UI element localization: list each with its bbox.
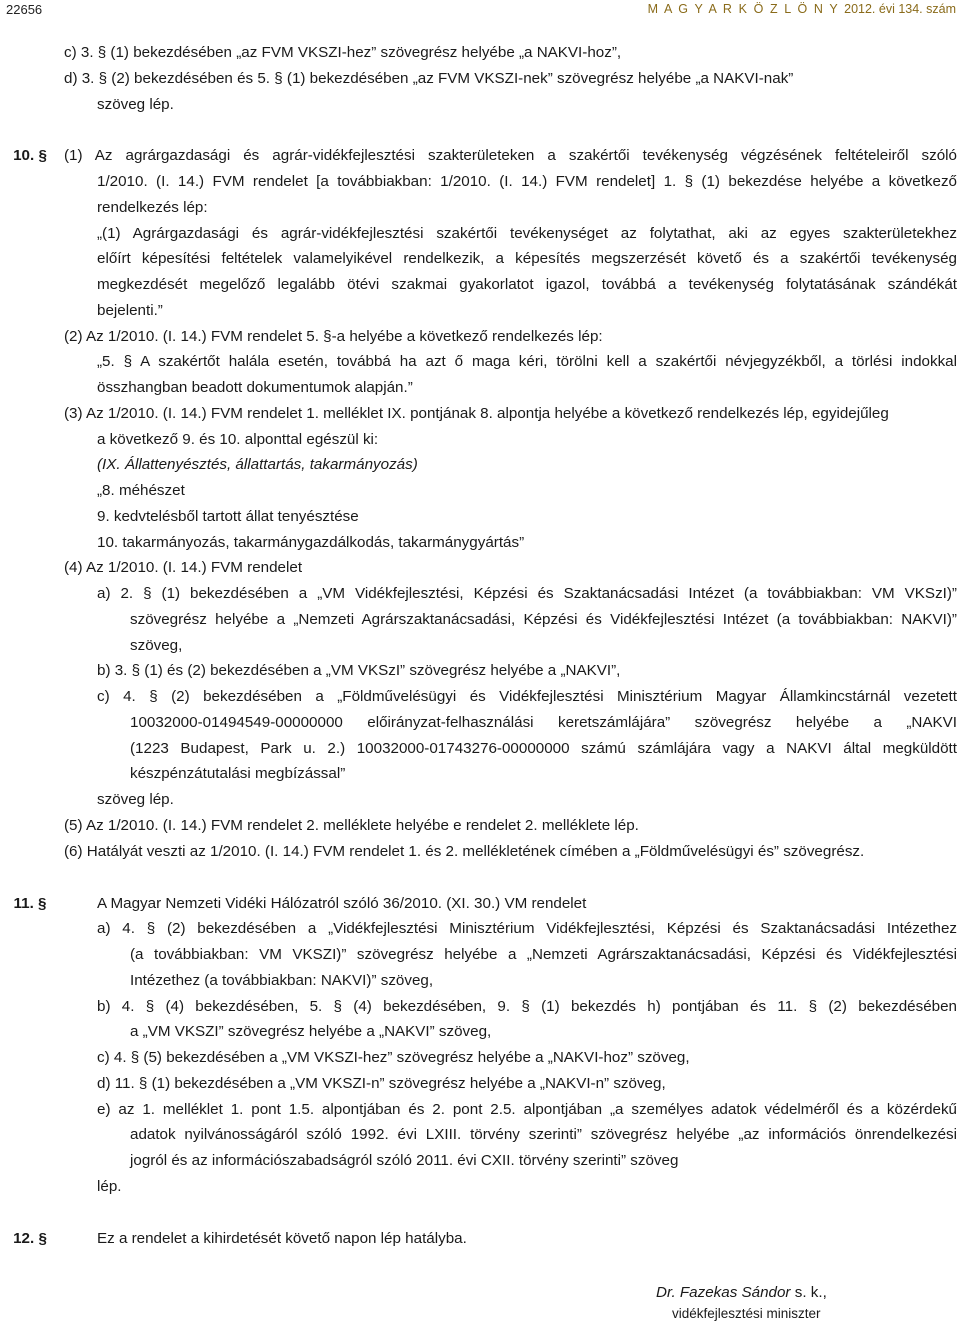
text-line: bejelenti.”	[97, 302, 163, 319]
signatory-title: vidékfejlesztési miniszter	[672, 1306, 821, 1321]
text-line: előírt képesítési feltételek valamelyikével rendelkezik, a képesítés megszerzését követő és a szakértői tevékenység	[97, 250, 957, 267]
text-line: (5) Az 1/2010. (I. 14.) FVM rendelet 2. melléklete helyébe e rendelet 2. melléklete lép.	[64, 817, 639, 834]
page-number: 22656	[6, 2, 43, 17]
text-line: 10032000-01494549-00000000 előirányzat-felhasználási keretszámlájára” szövegrész helyébe a „NAKVI	[130, 714, 957, 731]
text-line: A Magyar Nemzeti Vidéki Hálózatról szóló 36/2010. (XI. 30.) VM rendelet	[97, 895, 587, 912]
text-line: d) 11. § (1) bekezdésében a „VM VKSZI-n” szövegrész helyébe a „NAKVI-n” szöveg,	[97, 1075, 666, 1092]
text-line: b) 3. § (1) és (2) bekezdésében a „VM VKSzI” szövegrész helyébe a „NAKVI”,	[97, 662, 621, 679]
section-number: 11. §	[13, 895, 47, 912]
text-line: „(1) Agrárgazdasági és agrár-vidékfejlesztési szakértői tevékenységet az folytathat, aki az egyes szakterületekhez	[97, 225, 957, 242]
text-line: szövegrész helyébe a „Nemzeti Agrárszaktanácsadási, Képzési és Vidékfejlesztési Intézet (a továbbiakban: NAKVI)”	[130, 611, 957, 628]
text-line: c) 4. § (5) bekezdésében a „VM VKSZI-hez” szövegrész helyébe a „NAKVI-hoz” szöveg,	[97, 1049, 690, 1066]
text-line: a „VM VKSZI” szövegrész helyébe a „NAKVI” szöveg,	[130, 1023, 492, 1040]
text-line: szöveg,	[130, 637, 183, 654]
text-line: a következő 9. és 10. alponttal egészül ki:	[97, 431, 379, 448]
page-header	[0, 0, 960, 20]
signature-line	[656, 1284, 827, 1301]
text-line: 1/2010. (I. 14.) FVM rendelet [a továbbiakban: 1/2010. (I. 14.) FVM rendelet] 1. § (1) bekezdése helyébe a következő	[97, 173, 957, 190]
text-line: a) 4. § (2) bekezdésében a „Vidékfejlesztési Minisztérium Vidékfejlesztési, Képzési és Szaktanácsadási Intézethez	[97, 920, 957, 937]
signature-suffix: s. k.,	[790, 1284, 827, 1301]
text-line: (IX. Állattenyésztés, állattartás, takarmányozás)	[97, 456, 418, 473]
text-line: megkezdését megelőző legalább ötévi szakmai gyakorlatot igazol, továbbá a tevékenység folytatásának szándékát	[97, 276, 957, 293]
text-line: b) 4. § (4) bekezdésében, 5. § (4) bekezdésében, 9. § (1) bekezdés h) pontjában és 11. § (2) bekezdésében	[97, 998, 957, 1015]
text-line: szöveg lép.	[97, 96, 174, 113]
text-line: (3) Az 1/2010. (I. 14.) FVM rendelet 1. melléklet IX. pontjának 8. alpontja helyébe a következő rendelkezés lép, egyidejűleg	[64, 405, 889, 422]
section-number: 12. §	[13, 1230, 47, 1247]
text-line: adatok nyilvánosságáról szóló 1992. évi LXIII. törvény szerinti” szövegrész helyébe „az információs önrendelkezési	[130, 1126, 957, 1143]
journal-name: M A G Y A R K Ö Z L Ö N Y	[647, 2, 840, 16]
text-line: 9. kedvtelésből tartott állat tenyésztése	[97, 508, 359, 525]
text-line: jogról és az információszabadságról szóló 2011. évi CXII. törvény szerinti” szöveg	[130, 1152, 679, 1169]
text-line: (2) Az 1/2010. (I. 14.) FVM rendelet 5. §-a helyébe a következő rendelkezés lép:	[64, 328, 603, 345]
journal-title	[648, 2, 956, 16]
text-line: szöveg lép.	[97, 791, 174, 808]
text-line: d) 3. § (2) bekezdésében és 5. § (1) bekezdésében „az FVM VKSZI-nek” szövegrész helyébe „a NAKVI-nak”	[64, 70, 794, 87]
text-line: 10. takarmányozás, takarmánygazdálkodás, takarmánygyártás”	[97, 534, 525, 551]
text-line: (4) Az 1/2010. (I. 14.) FVM rendelet	[64, 559, 303, 576]
text-line: rendelkezés lép:	[97, 199, 208, 216]
text-line: „8. méhészet	[97, 482, 185, 499]
issue-label: 2012. évi 134. szám	[844, 2, 956, 16]
text-line: (1) Az agrárgazdasági és agrár-vidékfejlesztési szakterületeken a szakértői tevékenység végzésének feltételeiről szóló	[64, 147, 957, 164]
text-line: (a továbbiakban: VM VKSZI)” szövegrész helyébe a „Nemzeti Agrárszaktanácsadási, Képzési és Vidékfejlesztési	[130, 946, 957, 963]
text-line: (6) Hatályát veszti az 1/2010. (I. 14.) FVM rendelet 1. és 2. mellékletének címében a „Földművelésügyi és” szövegrész.	[64, 843, 865, 860]
text-line: lép.	[97, 1178, 122, 1195]
text-line: Ez a rendelet a kihirdetését követő napon lép hatályba.	[97, 1230, 467, 1247]
text-line: a) 2. § (1) bekezdésében a „VM Vidékfejlesztési, Képzési és Szaktanácsadási Intézet (a továbbiakban: VM VKSzI)”	[97, 585, 957, 602]
text-line: (1223 Budapest, Park u. 2.) 10032000-01743276-00000000 számú számlájára vagy a NAKVI által megküldött	[130, 740, 957, 757]
text-line: készpénzátutalási megbízással”	[130, 765, 346, 782]
text-line: „5. § A szakértőt halála esetén, továbbá ha azt ő maga kéri, törölni kell a szakértői névjegyzékből, a törlési indokkal	[97, 353, 957, 370]
text-line: Intézethez (a továbbiakban: NAKVI)” szöveg,	[130, 972, 434, 989]
text-line: c) 3. § (1) bekezdésében „az FVM VKSZI-hez” szövegrész helyébe „a NAKVI-hoz”,	[64, 44, 622, 61]
signatory-name: Dr. Fazekas Sándor	[656, 1284, 791, 1301]
text-line: e) az 1. melléklet 1. pont 1.5. alpontjában és 2. pont 2.5. alpontjában „a személyes adatok védelméről és a közérdekű	[97, 1101, 957, 1118]
text-line: c) 4. § (2) bekezdésében a „Földművelésügyi és Vidékfejlesztési Minisztérium Magyar Államkincstárnál vezetett	[97, 688, 957, 705]
text-line: összhangban beadott dokumentumok alapján.”	[97, 379, 413, 396]
section-number: 10. §	[13, 147, 47, 164]
